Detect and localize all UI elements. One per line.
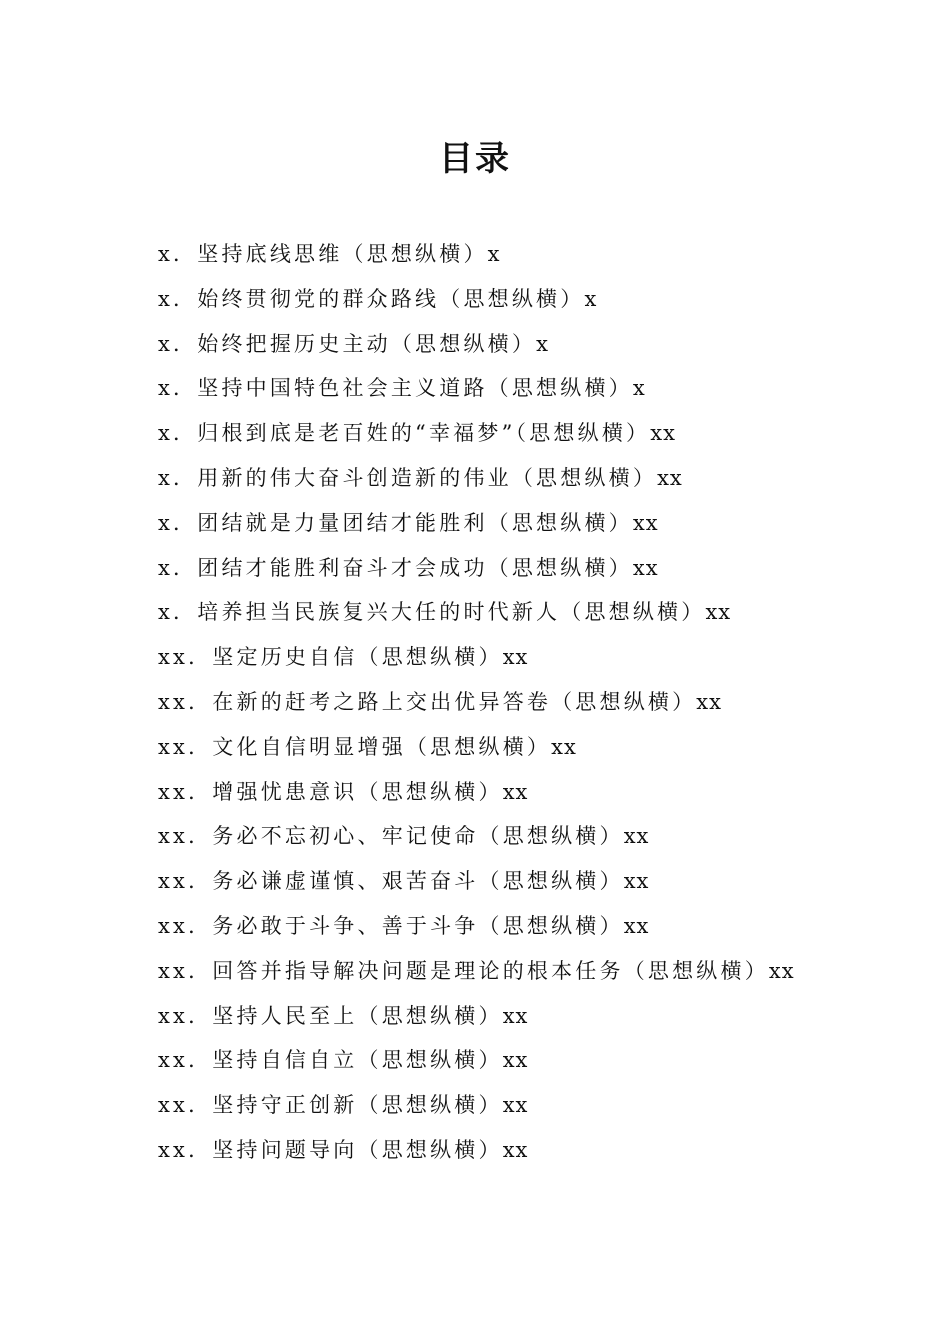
toc-item[interactable] (158, 590, 878, 635)
toc-item-number: xx． (158, 1093, 213, 1118)
toc-item-number: xx． (158, 869, 213, 894)
toc-item-text: 坚持底线思维（思想纵横） (197, 242, 488, 266)
toc-item-number: xx． (158, 1003, 213, 1028)
toc-item-text: 文化自信明显增强（思想纵横） (212, 734, 552, 759)
toc-item-text: 坚持人民至上（思想纵横） (212, 1003, 503, 1028)
toc-item[interactable] (158, 366, 878, 411)
toc-item-text: 务必不忘初心、牢记使命（思想纵横） (212, 824, 624, 849)
toc-item[interactable] (158, 456, 878, 501)
toc-item-number: xx． (158, 824, 213, 849)
toc-list (158, 232, 878, 1173)
toc-item[interactable] (158, 1128, 878, 1173)
toc-item-text: 增强忧患意识（思想纵横） (212, 779, 503, 804)
toc-item[interactable] (158, 546, 878, 591)
toc-item-page: xx (502, 645, 529, 670)
toc-item[interactable] (158, 501, 878, 546)
toc-item-page: xx (657, 465, 683, 490)
toc-item[interactable] (158, 725, 878, 770)
toc-item[interactable] (158, 322, 878, 367)
toc-item[interactable] (158, 680, 878, 725)
toc-item-text: 坚持中国特色社会主义道路（思想纵横） (197, 376, 633, 401)
toc-item-text: 坚持问题导向（思想纵横） (212, 1137, 503, 1162)
toc-item[interactable] (158, 814, 878, 859)
toc-item-page: x (632, 376, 646, 401)
toc-item-page: xx (650, 421, 676, 446)
toc-item-page: xx (623, 913, 650, 938)
toc-item-page: xx (632, 510, 659, 535)
toc-item-text: 在新的赶考之路上交出优异答卷（思想纵横） (212, 689, 697, 714)
toc-item-page: xx (705, 600, 732, 625)
toc-item-number: xx． (158, 779, 213, 804)
toc-item-page: xx (623, 869, 650, 894)
toc-item-number: xx． (158, 1137, 213, 1162)
toc-item-page: xx (502, 1137, 529, 1162)
toc-item-text: 坚持守正创新（思想纵横） (212, 1093, 503, 1118)
toc-item-number: xx． (158, 1048, 213, 1073)
toc-item-text: 始终贯彻党的群众路线（思想纵横） (197, 286, 585, 311)
toc-item-text: 团结才能胜利奋斗才会成功（思想纵横） (197, 555, 633, 580)
toc-item[interactable] (158, 1038, 878, 1083)
toc-item-text: 用新的伟大奋斗创造新的伟业（思想纵横） (197, 465, 658, 490)
toc-item-page: xx (502, 1048, 529, 1073)
toc-item-page: x (584, 286, 598, 311)
toc-item-page: xx (696, 689, 722, 714)
toc-item[interactable] (158, 770, 878, 815)
toc-item-number: x． (158, 286, 198, 311)
toc-item-text: 务必谦虚谨慎、艰苦奋斗（思想纵横） (212, 869, 624, 894)
toc-item-text: 坚定历史自信（思想纵横） (212, 645, 503, 670)
toc-item[interactable] (158, 411, 878, 456)
toc-item-number: x． (158, 600, 198, 625)
toc-item-number: x． (158, 421, 198, 446)
toc-item-text: 始终把握历史主动（思想纵横） (197, 331, 537, 356)
toc-item-text: 坚持自信自立（思想纵横） (212, 1048, 503, 1073)
toc-item[interactable] (158, 994, 878, 1039)
toc-item-page: xx (502, 1003, 529, 1028)
toc-item-number: xx． (158, 913, 213, 938)
toc-item-number: x． (158, 242, 198, 266)
toc-item-number: xx． (158, 958, 213, 983)
toc-item-page: xx (502, 1093, 529, 1118)
toc-item[interactable] (158, 904, 878, 949)
toc-item-page: xx (768, 958, 795, 983)
toc-item-text: 归根到底是老百姓的“幸福梦”（思想纵横） (197, 421, 651, 446)
toc-item[interactable] (158, 859, 878, 904)
toc-title: 目录 (439, 139, 511, 179)
toc-item[interactable] (158, 232, 878, 277)
toc-item-number: xx． (158, 689, 213, 714)
toc-item-page: xx (632, 555, 659, 580)
toc-item-number: x． (158, 510, 198, 535)
toc-item-number: xx． (158, 645, 213, 670)
toc-item-page: x (487, 242, 501, 266)
toc-item-number: xx． (158, 734, 213, 759)
toc-item-page: xx (623, 824, 650, 849)
toc-item-page: x (536, 331, 549, 356)
toc-item-text: 培养担当民族复兴大任的时代新人（思想纵横） (197, 600, 706, 625)
toc-item[interactable] (158, 277, 878, 322)
toc-item-number: x． (158, 331, 198, 356)
toc-item-number: x． (158, 555, 198, 580)
toc-item-text: 回答并指导解决问题是理论的根本任务（思想纵横） (212, 958, 769, 983)
toc-item[interactable] (158, 949, 878, 994)
toc-item-page: xx (502, 779, 529, 804)
toc-item[interactable] (158, 635, 878, 680)
toc-item-page: xx (551, 734, 577, 759)
toc-item-number: x． (158, 465, 198, 490)
toc-item-text: 团结就是力量团结才能胜利（思想纵横） (197, 510, 633, 535)
toc-item[interactable] (158, 1083, 878, 1128)
toc-item-number: x． (158, 376, 198, 401)
toc-item-text: 务必敢于斗争、善于斗争（思想纵横） (212, 913, 624, 938)
